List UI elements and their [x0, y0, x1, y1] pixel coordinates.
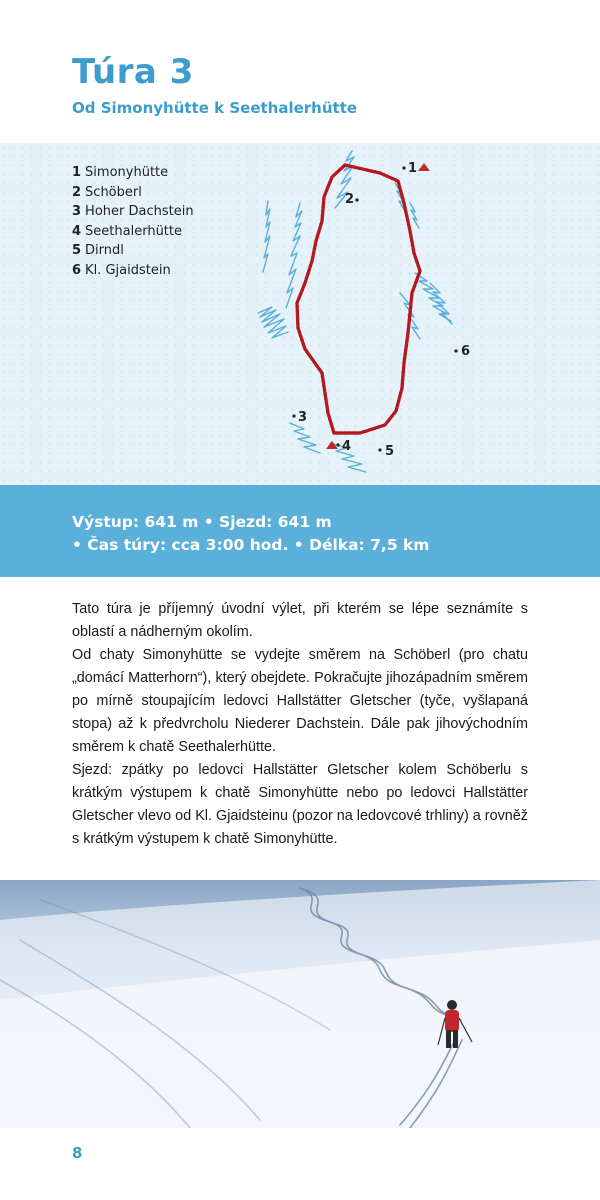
stats-band — [0, 485, 600, 577]
hut-icon — [418, 163, 430, 171]
map-legend — [72, 163, 194, 280]
paragraph: Od chaty Simonyhütte se vydejte směrem na Schöberl (pro chatu „domácí Matterhorn“), který obejdete. Pokračujte jihozápadním směrem po mírně stoupajícím ledovci Hallstätter Gletscher (tyče, vyšlapaná stopa) až k předvrcholu Niederer Dachstein. Dále pak jihovýchodním směrem k chatě Seethalerhütte. — [72, 647, 528, 755]
map-marker-2: 2 — [345, 192, 355, 207]
stats-line-2: • Čas túry: cca 3:00 hod. • Délka: 7,5 km — [72, 536, 430, 554]
glacier-hatching — [258, 151, 452, 472]
photo-graphic — [0, 880, 600, 1128]
route-map — [0, 143, 600, 485]
stats-line-1: Výstup: 641 m • Sjezd: 641 m — [72, 513, 332, 531]
page-subtitle: Od Simonyhütte k Seethalerhütte — [72, 99, 358, 117]
legend-item: 3 Hoher Dachstein — [72, 204, 194, 219]
map-marker-4: 4 — [342, 439, 352, 454]
map-marker-5: 5 — [385, 444, 395, 459]
map-marker-1: 1 — [408, 161, 418, 176]
page-title: Túra 3 — [72, 52, 194, 92]
legend-item: 2 Schöberl — [72, 184, 142, 200]
tour-description — [72, 598, 528, 851]
legend-item: 6 Kl. Gjaidstein — [72, 262, 171, 278]
page-number: 8 — [72, 1144, 83, 1162]
skier-photo — [0, 880, 600, 1128]
map-marker-3: 3 — [298, 410, 308, 425]
legend-item: 4 Seethalerhütte — [72, 223, 182, 239]
paragraph: Tato túra je příjemný úvodní výlet, při kterém se lépe seznámíte s oblastí a nádherným okolím. — [72, 601, 528, 640]
legend-item: 1 Simonyhütte — [72, 165, 169, 180]
paragraph: Sjezd: zpátky po ledovci Hallstätter Gletscher kolem Schöberlu s krátkým výstupem k chatě Simonyhütte nebo po ledovci Hallstätter Gletscher vlevo od Kl. Gjaidsteinu (pozor na ledovcové trhliny) a rovněž s krátkým výstupem k chatě Simonyhütte. — [72, 762, 528, 847]
legend-item: 5 Dirndl — [72, 243, 124, 258]
map-marker-6: 6 — [461, 344, 471, 359]
tour-stats — [72, 511, 429, 557]
